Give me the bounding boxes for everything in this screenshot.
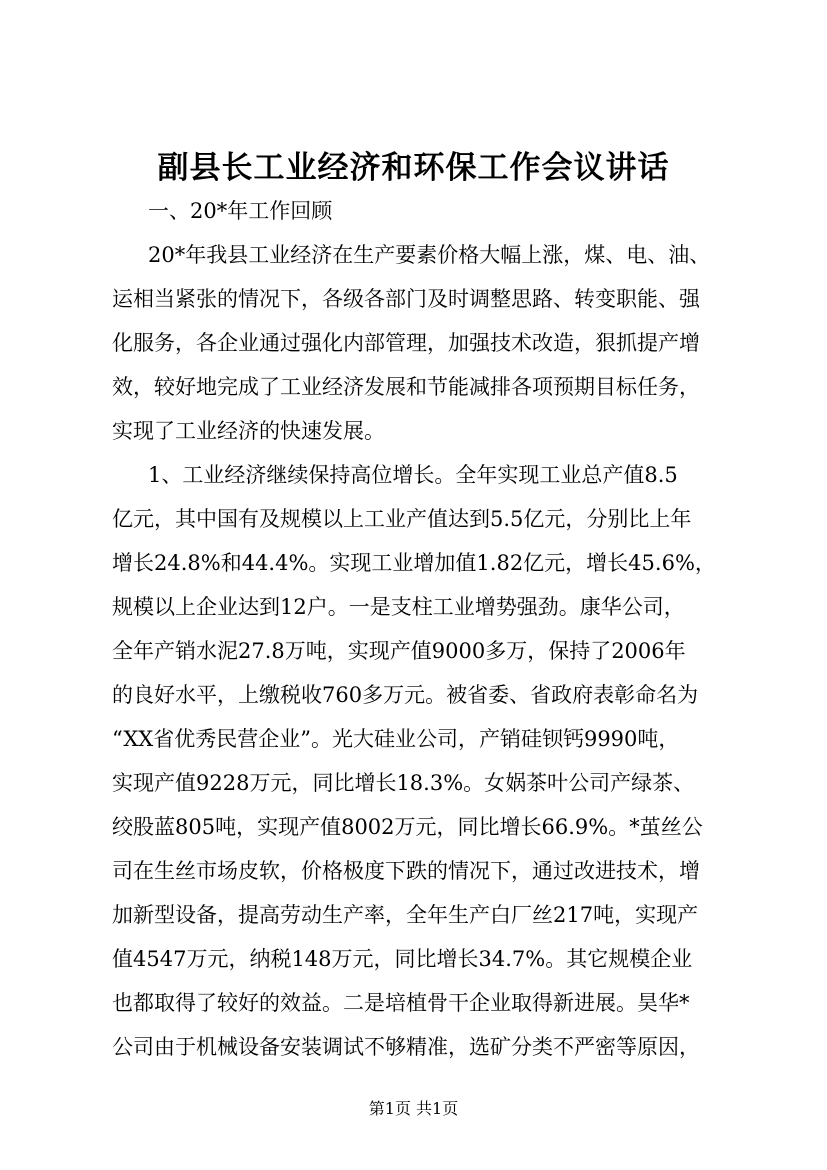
paragraph-line: 1、工业经济继续保持高位增长。全年实现工业总产值8.5 xyxy=(148,463,678,487)
paragraph-line: 20*年我县工业经济在生产要素价格大幅上涨，煤、电、油、 xyxy=(148,243,711,267)
paragraph-line: 公司由于机械设备安装调试不够精准，选矿分类不严密等原因， xyxy=(112,1035,700,1059)
paragraph-line: 亿元，其中国有及规模以上工业产值达到5.5亿元，分别比上年 xyxy=(112,507,692,531)
paragraph-line: 也都取得了较好的效益。二是培植骨干企业取得新进展。昊华* xyxy=(112,991,690,1015)
paragraph-line: 运相当紧张的情况下，各级各部门及时调整思路、转变职能、强 xyxy=(112,287,700,311)
section-heading: 一、20*年工作回顾 xyxy=(148,199,333,223)
paragraph-line: 加新型设备，提高劳动生产率，全年生产白厂丝217吨，实现产 xyxy=(112,903,699,927)
paragraph-line: 值4547万元，纳税148万元，同比增长34.7%。其它规模企业 xyxy=(112,947,693,971)
paragraph-line: “XX省优秀民营企业”。光大硅业公司，产销硅钡钙9990吨， xyxy=(112,727,680,751)
paragraph-line: 实现了工业经济的快速发展。 xyxy=(112,419,385,443)
paragraph-line: 司在生丝市场皮软，价格极度下跌的情况下，通过改进技术，增 xyxy=(112,859,700,883)
paragraph-line: 规模以上企业达到12户。一是支柱工业增势强劲。康华公司， xyxy=(112,595,685,619)
page-number-footer: 第1页 共1页 xyxy=(368,1099,459,1118)
paragraph-line: 增长24.8%和44.4%。实现工业增加值1.82亿元，增长45.6%， xyxy=(112,551,716,575)
paragraph-line: 的良好水平，上缴税收760多万元。被省委、省政府表彰命名为 xyxy=(112,683,699,707)
paragraph-line: 实现产值9228万元，同比增长18.3%。女娲茶叶公司产绿茶、 xyxy=(112,771,695,795)
paragraph-line: 效，较好地完成了工业经济发展和节能减排各项预期目标任务， xyxy=(112,375,700,399)
paragraph-line: 化服务，各企业通过强化内部管理，加强技术改造，狠抓提产增 xyxy=(112,331,700,355)
paragraph-line: 绞股蓝805吨，实现产值8002万元，同比增长66.9%。*茧丝公 xyxy=(112,815,703,839)
paragraph-line: 全年产销水泥27.8万吨，实现产值9000多万，保持了2006年 xyxy=(112,639,686,663)
document-title: 副县长工业经济和环保工作会议讲话 xyxy=(157,150,670,186)
